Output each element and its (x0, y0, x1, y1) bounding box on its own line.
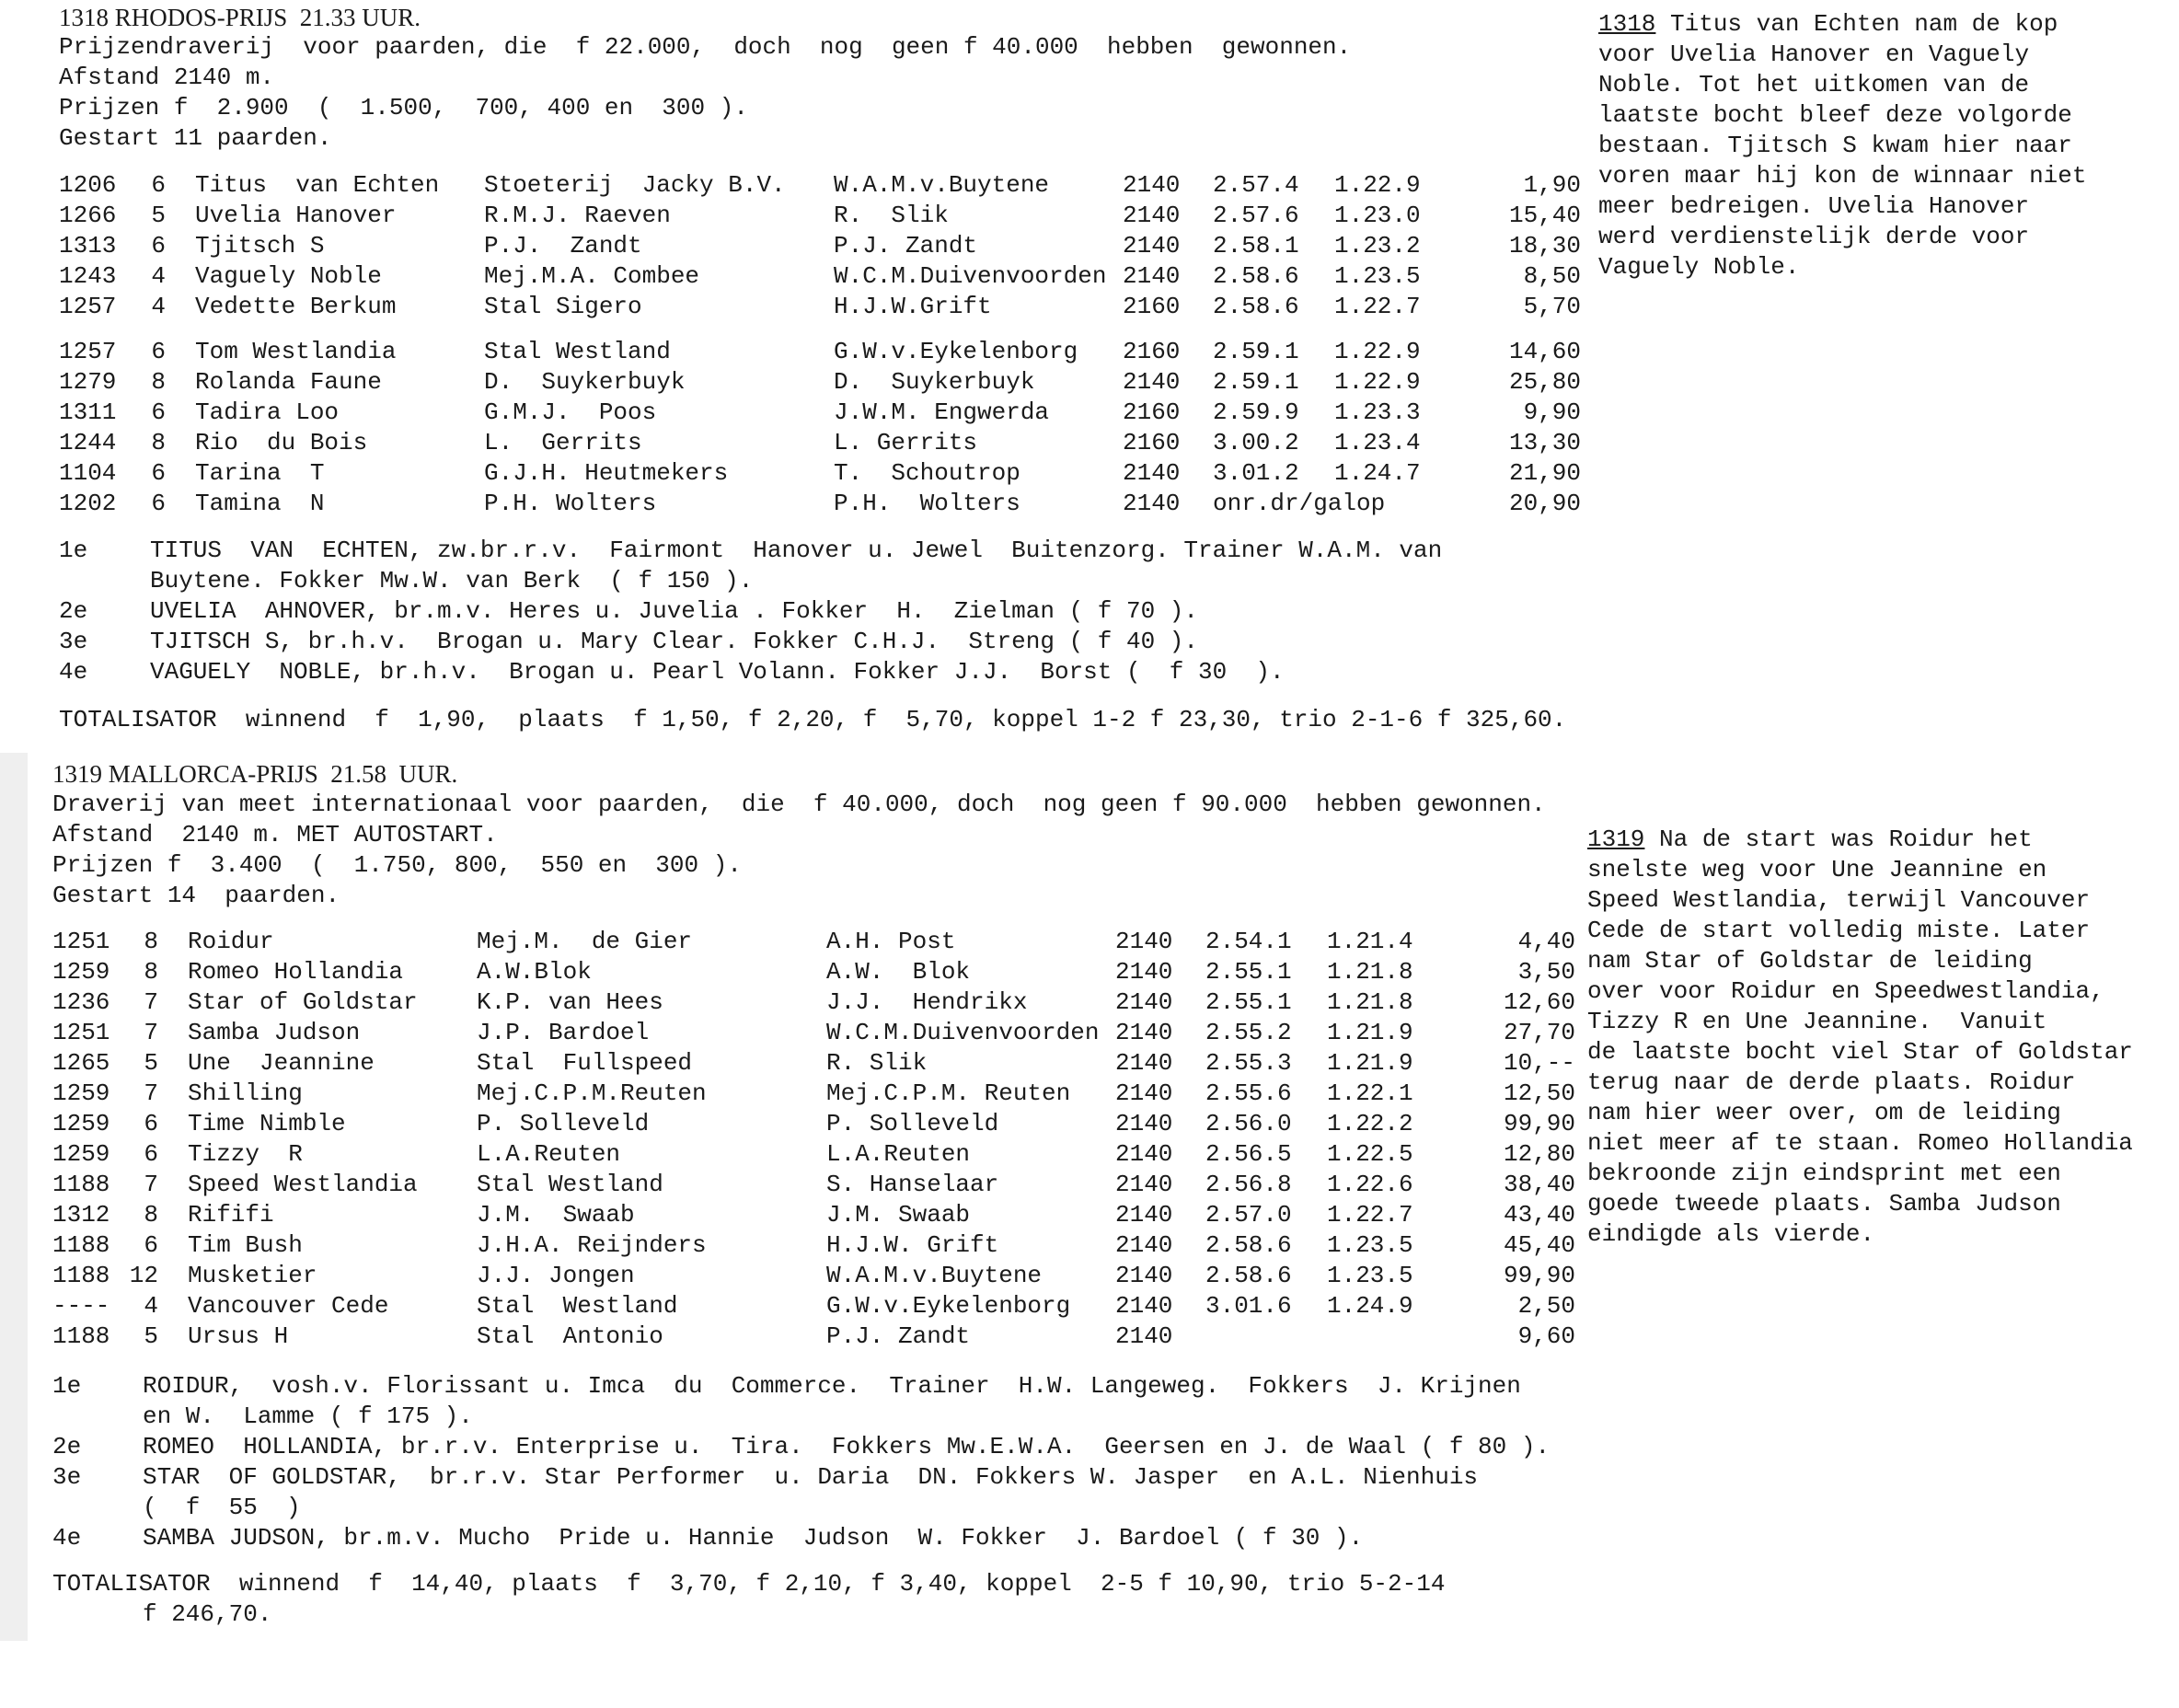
place-text: TITUS VAN ECHTEN, zw.br.r.v. Fairmont Hanover u. Jewel Buitenzorg. Trainer W.A.M. van (150, 537, 1443, 564)
cell-horse: Rififi (188, 1201, 274, 1229)
cell-dist: 2140 (1115, 1110, 1173, 1137)
cell-dist: 2140 (1115, 1049, 1173, 1077)
cell-r: 8 (151, 429, 166, 456)
cell-t2: 1.22.2 (1327, 1110, 1413, 1137)
cell-driver: R. Slik (834, 202, 949, 229)
race-1318-totalisator: TOTALISATOR winnend f 1,90, plaats f 1,50, f 2,20, f 5,70, koppel 1-2 f 23,30, trio 2-1-6 f 325,60. (59, 706, 1567, 733)
cell-t2: 1.23.0 (1334, 202, 1421, 229)
cell-n: 1259 (52, 1140, 110, 1168)
cell-driver: P.J. Zandt (834, 232, 978, 260)
cell-t2: 1.22.7 (1334, 293, 1421, 320)
cell-n: 1104 (59, 459, 117, 487)
cell-horse: Ursus H (188, 1322, 289, 1350)
cell-dist: 2140 (1123, 202, 1181, 229)
cell-horse: Rio du Bois (195, 429, 368, 456)
cell-owner: L. Gerrits (484, 429, 642, 456)
place-text: SAMBA JUDSON, br.m.v. Mucho Pride u. Hannie Judson W. Fokker J. Bardoel ( f 30 ). (143, 1524, 1364, 1552)
cell-driver: G.W.v.Eykelenborg (834, 338, 1078, 365)
cell-t2: 1.23.3 (1334, 398, 1421, 426)
cell-r: 4 (144, 1292, 158, 1320)
commentary-line: terug naar de derde plaats. Roidur (1587, 1068, 2076, 1096)
cell-n: 1265 (52, 1049, 110, 1077)
cell-dist: 2160 (1123, 429, 1181, 456)
cell-odds: 14,60 (1508, 338, 1581, 365)
cell-n: 1313 (59, 232, 117, 260)
cell-n: ---- (52, 1292, 110, 1320)
cell-owner: J.J. Jongen (477, 1262, 635, 1289)
place-label: 2e (52, 1433, 82, 1460)
cell-driver: J.W.M. Engwerda (834, 398, 1050, 426)
cell-odds: 99,90 (1503, 1262, 1575, 1289)
cell-owner: Mej.M. de Gier (477, 928, 693, 955)
cell-horse: Romeo Hollandia (188, 958, 404, 986)
place-text: TJITSCH S, br.h.v. Brogan u. Mary Clear. Fokker C.H.J. Streng ( f 40 ). (150, 628, 1198, 655)
place-label: 4e (59, 658, 88, 686)
cell-owner: K.P. van Hees (477, 988, 663, 1016)
commentary-line: werd verdienstelijk derde voor (1598, 223, 2030, 250)
race-number: 1319 (1587, 825, 1645, 853)
race-1318-commentary: 1318 Titus van Echten nam de kop (1598, 10, 2058, 38)
cell-horse: Vaguely Noble (195, 262, 382, 290)
cell-odds: 12,50 (1503, 1079, 1575, 1107)
cell-dist: 2140 (1115, 1079, 1173, 1107)
cell-dist: 2140 (1123, 490, 1181, 517)
cell-n: 1266 (59, 202, 117, 229)
cell-dist: 2160 (1123, 293, 1181, 320)
cell-t1: 2.55.1 (1205, 988, 1292, 1016)
commentary-line: Cede de start volledig miste. Later (1587, 917, 2091, 944)
cell-horse: Tjitsch S (195, 232, 325, 260)
cell-owner: J.M. Swaab (477, 1201, 635, 1229)
place-label: 2e (59, 597, 88, 625)
cell-odds: 43,40 (1503, 1201, 1575, 1229)
cell-r: 4 (151, 293, 166, 320)
cell-t1: 2.59.1 (1213, 338, 1299, 365)
cell-owner: L.A.Reuten (477, 1140, 621, 1168)
cell-odds: 4,40 (1517, 928, 1575, 955)
cell-dist: 2140 (1123, 459, 1181, 487)
cell-horse: Uvelia Hanover (195, 202, 397, 229)
place-text: STAR OF GOLDSTAR, br.r.v. Star Performer u. Daria DN. Fokkers W. Jasper en A.L. Nienhuis (143, 1463, 1479, 1491)
cell-horse: Tamina N (195, 490, 325, 517)
cell-driver: P. Solleveld (826, 1110, 999, 1137)
cell-owner: A.W.Blok (477, 958, 592, 986)
cell-dist: 2140 (1115, 1201, 1173, 1229)
cell-horse: Vedette Berkum (195, 293, 397, 320)
cell-horse: Titus van Echten (195, 171, 440, 199)
cell-odds: 3,50 (1517, 958, 1575, 986)
cell-dist: 2160 (1123, 338, 1181, 365)
cell-driver: Mej.C.P.M. Reuten (826, 1079, 1071, 1107)
cell-r: 4 (151, 262, 166, 290)
cell-t2: 1.24.9 (1327, 1292, 1413, 1320)
commentary-line: niet meer af te staan. Romeo Hollandia (1587, 1129, 2133, 1157)
cell-odds: 12,60 (1503, 988, 1575, 1016)
cell-driver: A.H. Post (826, 928, 956, 955)
place-label: 1e (59, 537, 88, 564)
cell-t1: 2.55.2 (1205, 1019, 1292, 1046)
cell-r: 8 (151, 368, 166, 396)
cell-horse: Une Jeannine (188, 1049, 375, 1077)
commentary-line: over voor Roidur en Speedwestlandia, (1587, 977, 2104, 1005)
cell-t2: 1.22.9 (1334, 171, 1421, 199)
cell-r: 12 (129, 1262, 158, 1289)
cell-t2: 1.22.9 (1334, 338, 1421, 365)
cell-n: 1259 (52, 958, 110, 986)
cell-t2: 1.24.7 (1334, 459, 1421, 487)
cell-driver: L. Gerrits (834, 429, 978, 456)
cell-horse: Time Nimble (188, 1110, 346, 1137)
cell-dist: 2140 (1115, 1231, 1173, 1259)
cell-dist: 2140 (1115, 1019, 1173, 1046)
cell-odds: 18,30 (1508, 232, 1581, 260)
cell-r: 5 (151, 202, 166, 229)
cell-driver: W.A.M.v.Buytene (834, 171, 1050, 199)
cell-owner: D. Suykerbuyk (484, 368, 686, 396)
cell-r: 6 (151, 490, 166, 517)
cell-dist: 2140 (1115, 1292, 1173, 1320)
cell-t1: 2.57.0 (1205, 1201, 1292, 1229)
cell-n: 1259 (52, 1110, 110, 1137)
cell-t1: 2.58.6 (1205, 1262, 1292, 1289)
cell-driver: J.M. Swaab (826, 1201, 971, 1229)
cell-t2: 1.21.9 (1327, 1019, 1413, 1046)
cell-r: 6 (151, 398, 166, 426)
place-text: UVELIA AHNOVER, br.m.v. Heres u. Juvelia . Fokker H. Zielman ( f 70 ). (150, 597, 1198, 625)
cell-odds: 25,80 (1508, 368, 1581, 396)
cell-dist: 2160 (1123, 398, 1181, 426)
cell-odds: 10,-- (1503, 1049, 1575, 1077)
cell-owner: P.J. Zandt (484, 232, 642, 260)
cell-n: 1236 (52, 988, 110, 1016)
cell-dist: 2140 (1123, 171, 1181, 199)
cell-t1: 2.58.6 (1213, 293, 1299, 320)
cell-dist: 2140 (1115, 958, 1173, 986)
cell-t1: 3.00.2 (1213, 429, 1299, 456)
cell-dist: 2140 (1115, 1140, 1173, 1168)
cell-n: 1188 (52, 1322, 110, 1350)
race-number: 1318 (1598, 10, 1656, 38)
cell-odds: 13,30 (1508, 429, 1581, 456)
cell-r: 7 (144, 1171, 158, 1198)
cell-r: 8 (144, 958, 158, 986)
place-label: 3e (52, 1463, 82, 1491)
cell-horse: Speed Westlandia (188, 1171, 418, 1198)
race-1319-started: Gestart 14 paarden. (52, 882, 340, 909)
cell-t1: 2.56.8 (1205, 1171, 1292, 1198)
cell-horse: Tarina T (195, 459, 325, 487)
cell-horse: Shilling (188, 1079, 303, 1107)
cell-t1: 2.58.1 (1213, 232, 1299, 260)
race-1319-distance: Afstand 2140 m. MET AUTOSTART. (52, 821, 498, 848)
cell-driver: S. Hanselaar (826, 1171, 999, 1198)
commentary-line: meer bedreigen. Uvelia Hanover (1598, 192, 2030, 220)
cell-horse: Samba Judson (188, 1019, 361, 1046)
cell-t1: 2.59.9 (1213, 398, 1299, 426)
cell-t1: 2.58.6 (1205, 1231, 1292, 1259)
race-1318-started: Gestart 11 paarden. (59, 124, 332, 152)
cell-n: 1251 (52, 928, 110, 955)
commentary-line: Vaguely Noble. (1598, 253, 1800, 281)
place-label: 4e (52, 1524, 82, 1552)
place-text: VAGUELY NOBLE, br.h.v. Brogan u. Pearl Volann. Fokker J.J. Borst ( f 30 ). (150, 658, 1285, 686)
cell-r: 6 (144, 1110, 158, 1137)
cell-t1: 3.01.2 (1213, 459, 1299, 487)
cell-owner: J.P. Bardoel (477, 1019, 650, 1046)
cell-t2: 1.23.2 (1334, 232, 1421, 260)
cell-n: 1206 (59, 171, 117, 199)
cell-r: 7 (144, 1019, 158, 1046)
cell-driver: H.J.W. Grift (826, 1231, 999, 1259)
commentary-line: Speed Westlandia, terwijl Vancouver (1587, 886, 2091, 914)
commentary-line: eindigde als vierde. (1587, 1220, 1875, 1248)
cell-horse: Tizzy R (188, 1140, 303, 1168)
cell-n: 1243 (59, 262, 117, 290)
cell-t1: 2.54.1 (1205, 928, 1292, 955)
cell-driver: J.J. Hendrikx (826, 988, 1028, 1016)
cell-dist: 2140 (1115, 1171, 1173, 1198)
cell-n: 1279 (59, 368, 117, 396)
commentary-line: bekroonde zijn eindsprint met een (1587, 1160, 2061, 1187)
cell-t1: 2.57.6 (1213, 202, 1299, 229)
cell-n: 1188 (52, 1171, 110, 1198)
cell-owner: Stal Antonio (477, 1322, 663, 1350)
commentary-line: bestaan. Tjitsch S kwam hier naar (1598, 132, 2072, 159)
cell-t2: 1.21.9 (1327, 1049, 1413, 1077)
place-text: en W. Lamme ( f 175 ). (143, 1402, 473, 1430)
place-label: 3e (59, 628, 88, 655)
race-1318-title: 1318 RHODOS-PRIJS 21.33 UUR. (59, 4, 421, 31)
race-1319-conditions: Draverij van meet internationaal voor paarden, die f 40.000, doch nog geen f 90.000 hebben gewonnen. (52, 791, 1546, 818)
cell-odds: 9,60 (1517, 1322, 1575, 1350)
cell-odds: 12,80 (1503, 1140, 1575, 1168)
cell-n: 1188 (52, 1231, 110, 1259)
cell-odds: 99,90 (1503, 1110, 1575, 1137)
cell-t1: 2.58.6 (1213, 262, 1299, 290)
commentary-line: goede tweede plaats. Samba Judson (1587, 1190, 2061, 1218)
cell-odds: 8,50 (1523, 262, 1581, 290)
cell-horse: Star of Goldstar (188, 988, 418, 1016)
cell-r: 8 (144, 1201, 158, 1229)
commentary-line: snelste weg voor Une Jeannine en (1587, 856, 2047, 883)
cell-r: 5 (144, 1049, 158, 1077)
cell-owner: Mej.C.P.M.Reuten (477, 1079, 707, 1107)
race-1319-totalisator-cont: f 246,70. (143, 1600, 272, 1628)
race-1318-conditions: Prijzendraverij voor paarden, die f 22.000, doch nog geen f 40.000 hebben gewonnen. (59, 33, 1352, 61)
cell-r: 6 (144, 1231, 158, 1259)
place-text: ( f 55 ) (143, 1494, 301, 1521)
cell-dist: 2140 (1115, 1262, 1173, 1289)
cell-t2: 1.21.8 (1327, 958, 1413, 986)
cell-r: 6 (151, 338, 166, 365)
cell-t1: 3.01.6 (1205, 1292, 1292, 1320)
commentary-line: laatste bocht bleef deze volgorde (1598, 101, 2072, 129)
scan-shadow (0, 753, 28, 1641)
cell-odds: 21,90 (1508, 459, 1581, 487)
cell-t2: 1.22.9 (1334, 368, 1421, 396)
place-text: ROIDUR, vosh.v. Florissant u. Imca du Commerce. Trainer H.W. Langeweg. Fokkers J. Krijnen (143, 1372, 1521, 1400)
cell-t2: 1.22.7 (1327, 1201, 1413, 1229)
cell-odds: 5,70 (1523, 293, 1581, 320)
cell-driver: L.A.Reuten (826, 1140, 971, 1168)
cell-t2: 1.22.6 (1327, 1171, 1413, 1198)
cell-owner: Stoeterij Jacky B.V. (484, 171, 786, 199)
cell-driver: R. Slik (826, 1049, 928, 1077)
cell-owner: Stal Fullspeed (477, 1049, 693, 1077)
race-1319-commentary: 1319 Na de start was Roidur het (1587, 825, 2033, 853)
cell-n: 1257 (59, 338, 117, 365)
cell-dist: 2140 (1115, 988, 1173, 1016)
cell-driver: A.W. Blok (826, 958, 971, 986)
cell-r: 7 (144, 988, 158, 1016)
cell-n: 1251 (52, 1019, 110, 1046)
cell-horse: Vancouver Cede (188, 1292, 389, 1320)
cell-t1: 2.56.0 (1205, 1110, 1292, 1137)
cell-driver: P.H. Wolters (834, 490, 1020, 517)
cell-horse: Musketier (188, 1262, 317, 1289)
cell-r: 7 (144, 1079, 158, 1107)
cell-owner: Stal Westland (477, 1292, 678, 1320)
cell-t2: 1.23.5 (1334, 262, 1421, 290)
cell-t2: 1.21.8 (1327, 988, 1413, 1016)
cell-t1: 2.55.6 (1205, 1079, 1292, 1107)
race-1319-title: 1319 MALLORCA-PRIJS 21.58 UUR. (52, 760, 458, 788)
cell-owner: Stal Sigero (484, 293, 642, 320)
cell-t1: 2.57.4 (1213, 171, 1299, 199)
cell-odds: 45,40 (1503, 1231, 1575, 1259)
cell-dist: 2140 (1123, 262, 1181, 290)
commentary-line: nam hier weer over, om de leiding (1587, 1099, 2061, 1126)
cell-driver: D. Suykerbuyk (834, 368, 1035, 396)
place-label: 1e (52, 1372, 82, 1400)
cell-n: 1312 (52, 1201, 110, 1229)
cell-dist: 2140 (1123, 368, 1181, 396)
cell-driver: G.W.v.Eykelenborg (826, 1292, 1071, 1320)
cell-n: 1311 (59, 398, 117, 426)
cell-horse: Rolanda Faune (195, 368, 382, 396)
cell-odds: 2,50 (1517, 1292, 1575, 1320)
cell-t1: 2.59.1 (1213, 368, 1299, 396)
cell-r: 6 (151, 171, 166, 199)
place-text: Buytene. Fokker Mw.W. van Berk ( f 150 ). (150, 567, 754, 594)
cell-driver: H.J.W.Grift (834, 293, 992, 320)
cell-odds: 15,40 (1508, 202, 1581, 229)
cell-t1: 2.55.1 (1205, 958, 1292, 986)
cell-owner: J.H.A. Reijnders (477, 1231, 707, 1259)
race-1319-prizes: Prijzen f 3.400 ( 1.750, 800, 550 en 300 ). (52, 851, 742, 879)
cell-odds: 9,90 (1523, 398, 1581, 426)
cell-owner: R.M.J. Raeven (484, 202, 671, 229)
cell-odds: 38,40 (1503, 1171, 1575, 1198)
cell-dist: 2140 (1123, 232, 1181, 260)
commentary-line: voor Uvelia Hanover en Vaguely (1598, 40, 2030, 68)
cell-n: 1202 (59, 490, 117, 517)
cell-t1: 2.55.3 (1205, 1049, 1292, 1077)
commentary-line: voren maar hij kon de winnaar niet (1598, 162, 2087, 190)
cell-t2: 1.23.4 (1334, 429, 1421, 456)
cell-dist: 2140 (1115, 928, 1173, 955)
cell-horse: Tadira Loo (195, 398, 340, 426)
cell-t2: 1.22.1 (1327, 1079, 1413, 1107)
commentary-line: Tizzy R en Une Jeannine. Vanuit (1587, 1008, 2047, 1035)
cell-t1: onr.dr/galop (1213, 490, 1386, 517)
race-1318-distance: Afstand 2140 m. (59, 63, 275, 91)
cell-n: 1257 (59, 293, 117, 320)
cell-r: 6 (144, 1140, 158, 1168)
cell-odds: 1,90 (1523, 171, 1581, 199)
cell-owner: P.H. Wolters (484, 490, 657, 517)
cell-owner: G.M.J. Poos (484, 398, 657, 426)
race-1318-prizes: Prijzen f 2.900 ( 1.500, 700, 400 en 300 ). (59, 94, 748, 121)
cell-t1: 2.56.5 (1205, 1140, 1292, 1168)
cell-n: 1259 (52, 1079, 110, 1107)
cell-t2: 1.22.5 (1327, 1140, 1413, 1168)
cell-dist: 2140 (1115, 1322, 1173, 1350)
cell-r: 5 (144, 1322, 158, 1350)
cell-horse: Roidur (188, 928, 274, 955)
cell-odds: 20,90 (1508, 490, 1581, 517)
cell-odds: 27,70 (1503, 1019, 1575, 1046)
commentary-line: Noble. Tot het uitkomen van de (1598, 71, 2030, 98)
cell-t2: 1.21.4 (1327, 928, 1413, 955)
cell-owner: Mej.M.A. Combee (484, 262, 700, 290)
cell-r: 8 (144, 928, 158, 955)
cell-owner: Stal Westland (477, 1171, 663, 1198)
cell-horse: Tim Bush (188, 1231, 303, 1259)
cell-owner: G.J.H. Heutmekers (484, 459, 729, 487)
cell-driver: P.J. Zandt (826, 1322, 971, 1350)
commentary-line: de laatste bocht viel Star of Goldstar (1587, 1038, 2133, 1066)
cell-driver: W.C.M.Duivenvoorden (826, 1019, 1100, 1046)
commentary-line: nam Star of Goldstar de leiding (1587, 947, 2033, 975)
cell-owner: P. Solleveld (477, 1110, 650, 1137)
race-1319-totalisator: TOTALISATOR winnend f 14,40, plaats f 3,70, f 2,10, f 3,40, koppel 2-5 f 10,90, trio 5-2-14 (52, 1570, 1446, 1598)
cell-driver: W.C.M.Duivenvoorden (834, 262, 1107, 290)
cell-r: 6 (151, 459, 166, 487)
cell-driver: T. Schoutrop (834, 459, 1020, 487)
cell-driver: W.A.M.v.Buytene (826, 1262, 1043, 1289)
cell-n: 1244 (59, 429, 117, 456)
cell-r: 6 (151, 232, 166, 260)
cell-t2: 1.23.5 (1327, 1231, 1413, 1259)
cell-owner: Stal Westland (484, 338, 671, 365)
cell-horse: Tom Westlandia (195, 338, 397, 365)
cell-t2: 1.23.5 (1327, 1262, 1413, 1289)
cell-n: 1188 (52, 1262, 110, 1289)
place-text: ROMEO HOLLANDIA, br.r.v. Enterprise u. Tira. Fokkers Mw.E.W.A. Geersen en J. de Waal ( f 80 ). (143, 1433, 1551, 1460)
